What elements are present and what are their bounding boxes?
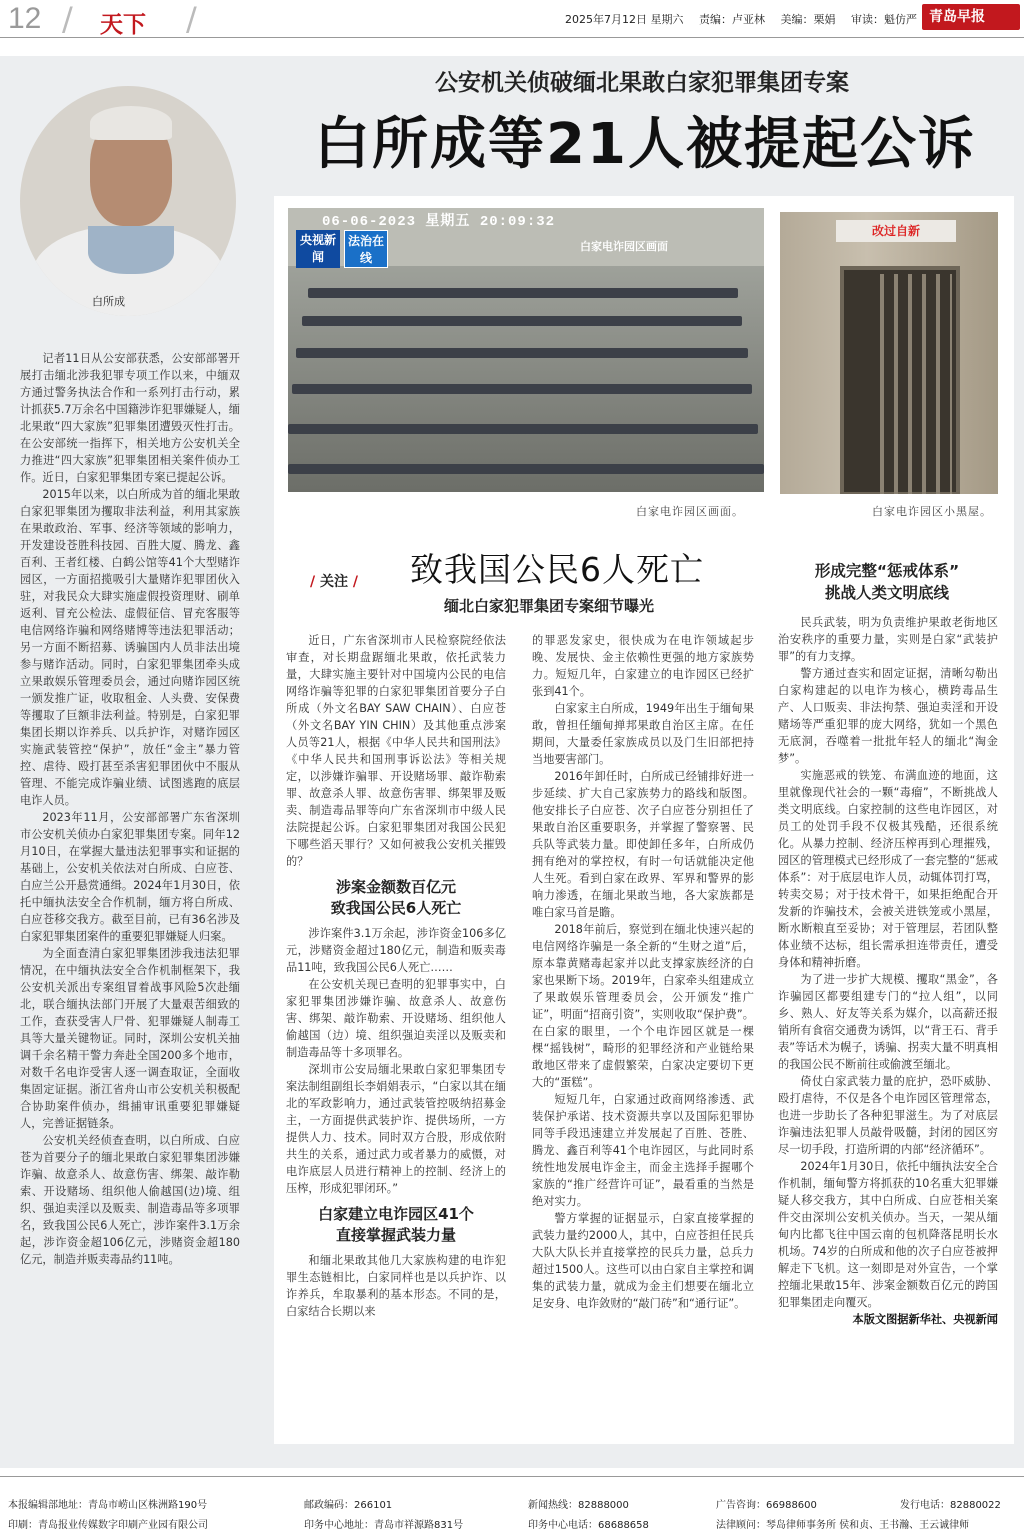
column-tag: / 关注 / xyxy=(310,574,358,590)
portrait-photo xyxy=(20,86,236,316)
footer-printer: 印刷：青岛报业传媒数字印刷产业园有限公司 xyxy=(8,1520,208,1531)
desk-row xyxy=(302,316,742,326)
column-4 xyxy=(778,614,998,1328)
paragraph: 警方通过查实和固定证据，清晰勾勒出白家构建起的以电诈为核心，横跨毒品生产、人口贩卖、非法拘禁、强迫卖淫和开设赌场等严重犯罪的庞大网络，犹如一个黑色无底洞，吞噬着一批批年轻人的缅北“淘金梦”。 xyxy=(778,667,998,765)
paragraph: 实施恶戒的铁笼、布满血迹的地面，这里就像现代社会的一颗“毒瘤”，不断挑战人类文明底线。白家控制的这些电诈园区，对员工的处罚手段不仅极其残酷，还很系统化。从暴力控制、经济压榨再到心理摧残，园区的管理模式已经形成了一套完整的“惩戒体系”：对于底层电诈人员，动辄体罚打骂，转卖交易；对于技术骨干，如果拒绝配合开发新的诈骗技术，会被关进铁笼或小黑屋，断水断粮直至妥协；对于管理层，若团队整体业绩不达标，组长需承担连带责任，遭受身体和精神折磨。 xyxy=(778,769,998,969)
divider: / xyxy=(62,0,73,38)
paragraph: 白家家主白所成，1949年出生于缅甸果敢，曾担任缅甸掸邦果敢自治区主席。在任期间，大量委任家族成员以及门生旧部把持当地要害部门。 xyxy=(532,702,754,766)
dark-room-photo xyxy=(780,212,998,494)
divider: / xyxy=(186,0,197,38)
fraud-park-photo xyxy=(288,208,764,492)
floor xyxy=(288,266,764,492)
subhead: 白家建立电诈园区41个 直接掌握武装力量 xyxy=(318,1205,474,1244)
right-section-head xyxy=(782,560,992,604)
paragraph: 2023年11月，公安部部署广东省深圳市公安机关侦办白家犯罪集团专案。同年12月10日，在掌握大量违法犯罪事实和证据的基础上，公安机关依法对白所成、白应苍、白应兰公开悬赏通缉。2024年1月30日，依托中缅执法安全合作机制，缅方将白所成、白应苍移交我方。截至目前，已有36名涉及白家犯罪集团案件的重要犯罪嫌疑人归案。 xyxy=(20,811,240,943)
footer-hotline: 新闻热线：82888000 xyxy=(528,1500,629,1511)
footer-legal: 法律顾问：琴岛律师事务所 侯和贞、王书瀚、王云诚律师 xyxy=(716,1520,970,1531)
paragraph: 警方掌握的证据显示，白家直接掌握的武装力量约2000人，其中，白应苍担任民兵大队大队长并直接掌控的民兵力量，总兵力超过1500人。这些可以由白家自主掌控和调集的武装力量，就成为金主们想要在缅北立足安身、电诈敛财的“敲门砖”和“通行证”。 xyxy=(532,1212,754,1310)
paragraph: 的罪恶发家史，很快成为在电诈领域起步晚、发展快、金主依赖性更强的地方家族势力。短短几年，白家建立的电诈园区已经扩张到41个。 xyxy=(532,634,754,698)
photo-credit: 本版文图据新华社、央视新闻 xyxy=(852,1313,998,1326)
desk-row xyxy=(288,464,764,474)
desk-row xyxy=(288,424,758,434)
column-2 xyxy=(286,632,506,1320)
cctv-timestamp: 06-06-2023 星期五 20:09:32 xyxy=(322,214,556,230)
portrait-caption: 白所成 xyxy=(92,295,125,308)
paragraph: 倚仗白家武装力量的庇护，恐吓威胁、殴打虐待，不仅是各个电诈园区管理常态，也进一步助长了各种犯罪滋生。为了对底层诈骗违法犯罪人员敲骨吸髓，封闭的园区穷尽一切手段，打造所谓的内部“经济循环”。 xyxy=(778,1075,998,1156)
footer-print-address: 印务中心地址：青岛市祥源路831号 xyxy=(304,1520,464,1531)
footer-zip: 邮政编码：266101 xyxy=(304,1500,393,1511)
newspaper-logo xyxy=(922,4,1020,30)
right-head-line: 形成完整“惩戒体系” xyxy=(814,562,960,580)
page-header xyxy=(0,0,1024,38)
editor: 责编：卢亚林 xyxy=(699,13,765,26)
paragraph: 近日，广东省深圳市人民检察院经依法审查，对长期盘踞缅北果敢，依托武装力量，大肆实施主要针对中国境内公民的电信网络诈骗等犯罪的白家犯罪集团首要分子白所成（外文名BAY SAW CHAIN）、白应苍（外文名BAY YIN CHIN）及其他重点涉案人员等21人，根据《中华人民共和国刑法》《中华人民共和国刑事诉讼法》等相关规定，以涉嫌诈骗罪、开设赌场罪、敲诈勒索罪、故意杀人罪、故意伤害罪、绑架罪及贩卖、制造毒品罪等向广东省深圳市中级人民法院提起公诉。白家犯罪集团对我国公民犯下哪些滔天罪行？又如何被我公安机关摧毁的？ xyxy=(286,634,506,868)
paragraph: 2018年前后，察觉到在缅北快速兴起的电信网络诈骗是一条全新的“生财之道”后，原本靠黄赌毒起家并以此支撑家族经济的白家也果断下场。2019年，白家牵头组建成立了果敢娱乐管理委员会，公开颁发“推广证”，明面“招商引资”，实则收取“保护费”。在白家的眼里，一个个电诈园区就是一棵棵“摇钱树”，畸形的犯罪经济和产业链给果敢地区带来了虚假繁荣，白家决定要切下更大的“蛋糕”。 xyxy=(532,923,754,1089)
paragraph: 2015年以来，以白所成为首的缅北果敢白家犯罪集团为攫取非法利益，利用其家族在果敢政治、军事、经济等领域的影响力，开发建设苍胜科技园、百胜大厦、腾龙、鑫百利、王者红楼、白鹤公馆等41个大型赌诈园区，一方面招揽吸引大量赌诈犯罪团伙入驻，对我民众大肆实施虚假投资理财、刷单返利、冒充公检法、虚假征信、冒充客服等电信网络诈骗和网络赌博等违法犯罪活动；另一方面不断招募、诱骗国内人员非法出境参与赌诈活动。同时，白家犯罪集团牵头成立果敢娱乐管理委员会，通过向赌诈园区统一颁发推广证，收取租金、人头费、安保费等攫取了巨额非法利益。特别是，白家犯罪集团长期以诈养兵、以兵护诈，对赌诈园区实施武装管控“保护”，放任“金主”暴力管控、虐待、殴打甚至杀害犯罪团伙中不服从管理、不能完成诈骗业绩、试图逃跑的底层电诈人员。 xyxy=(20,488,240,807)
section-name: 天下 xyxy=(100,12,146,38)
cctv-news-logo: 央视新闻 xyxy=(296,230,340,268)
photo2-caption: 白家电诈园区小黑屋。 xyxy=(872,505,992,518)
page-footer xyxy=(0,1476,1024,1531)
proofreader: 审读：魁仿严 xyxy=(851,13,917,26)
paragraph: 2024年1月30日，依托中缅执法安全合作机制，缅甸警方将抓获的10名重大犯罪嫌疑人移交我方，其中白所成、白应苍相关案件交由深圳公安机关侦办。当天，一架从缅甸内比都飞往中国云南的包机降落昆明长水机场。74岁的白所成和他的次子白应苍被押解走下飞机。这一刻即是对外宣告，一个掌控缅北果敢15年、涉案金额数百亿元的跨国犯罪集团走向覆灭。 xyxy=(778,1160,998,1309)
paragraph: 民兵武装，明为负责维护果敢老街地区治安秩序的重要力量，实则是白家“武装护罪”的有力支撑。 xyxy=(778,616,998,663)
headline: 白所成等21人被提起公诉 xyxy=(314,112,976,177)
subhead: 涉案金额数百亿元 致我国公民6人死亡 xyxy=(330,878,462,917)
photo1-caption: 白家电诈园区画面。 xyxy=(636,505,744,518)
logo-text: 青岛早报 xyxy=(929,9,985,25)
paragraph: 为了进一步扩大规模、攫取“黑金”，各诈骗园区都要组建专门的“拉人组”，以同乡、熟人、好友等关系为媒介，以高薪还报销所有食宿交通费为诱饵，以“背王石、背手表”等话术为幌子，诱骗、拐卖大量不明真相的我国公民不断前往或偷渡至缅北。 xyxy=(778,973,998,1071)
right-head-line: 挑战人类文明底线 xyxy=(824,584,949,602)
sub-headline: 致我国公民6人死亡 xyxy=(410,550,704,589)
column-tag-text: 关注 xyxy=(320,574,348,590)
paragraph: 公安机关经侦查查明，以白所成、白应苍为首要分子的缅北果敢白家犯罪集团涉嫌诈骗、故意杀人、故意伤害、绑架、敲诈勒索、开设赌场、组织他人偷越国(边)境、组织、强迫卖淫以及贩卖、制造毒品等多项罪名，致我国公民6人死亡，涉诈案件3.1万余起，涉诈资金超106亿元，涉赌资金超180亿元，制造并贩卖毒品约11吨。 xyxy=(20,1134,240,1266)
footer-distribution: 发行电话：82880022 xyxy=(900,1500,1001,1511)
desk-row xyxy=(308,288,738,298)
desk-row xyxy=(296,348,748,358)
paragraph: 为全面查清白家犯罪集团涉我违法犯罪情况，在中缅执法安全合作机制框架下，我公安机关派出专案组冒着战事风险5次赴缅北，联合缅执法部门开展了大量艰苦细致的工作，查获受害人尸骨、犯罪嫌疑人制毒工具等大量关键物证。同时，深圳公安机关抽调千余名精干警力奔赴全国200多个地市，对数千名电诈受害人逐一调查取证，全面收集固定证据。浙江省舟山市公安机关积极配合协助案件侦办，缉捕审讯重要犯罪嫌疑人，完善证据链条。 xyxy=(20,947,240,1130)
paragraph: 记者11日从公安部获悉，公安部部署开展打击缅北涉我犯罪专项工作以来，中缅双方通过警务执法合作和一系列打击行动，累计抓获5.7万余名中国籍涉诈犯罪嫌疑人，缅北果敢“四大家族”犯罪集团遭毁灭性打击。在公安部统一指挥下，相关地方公安机关全力推进“四大家族”犯罪集团相关案件侦办工作。近日，白家犯罪集团专案已提起公诉。 xyxy=(20,352,240,484)
left-column xyxy=(20,350,240,1268)
paragraph: 涉诈案件3.1万余起，涉诈资金106多亿元，涉赌资金超过180亿元，制造和贩卖毒品11吨，致我国公民6人死亡…… xyxy=(286,927,506,974)
paragraph: 深圳市公安局缅北果敢白家犯罪集团专案法制组副组长李娟娟表示，“白家以其在缅北的军政影响力，通过武装管控吸纳招募金主，一方面提供武装护诈、提供场所，一方提供人力、技术。同时双方合股，形成依附共生的关系，通过武力或者暴力的威慑，对电诈底层人员进行精神上的控制、经济上的压榨，形成犯罪闭环。” xyxy=(286,1063,506,1195)
paragraph: 2016年卸任时，白所成已经铺排好进一步延续、扩大自己家族势力的路线和版图。他安排长子白应苍、次子白应苍分别担任了果敢自治区重要职务，并掌握了警察署、民兵队等武装力量。即使卸任多年，白所成仍拥有绝对的掌控权，有时一句话就能决定他人生死。看到白家在政界、军界和警界的影响力渗透，在缅北果敢当地，各大家族都是唯白家马首是瞻。 xyxy=(532,770,754,919)
page-number: 12 xyxy=(8,2,42,35)
fazhi-zaixian-logo: 法治在线 xyxy=(344,230,388,268)
art-editor: 美编：栗娟 xyxy=(780,13,836,26)
column-3 xyxy=(532,632,754,1312)
desk-row xyxy=(292,384,752,394)
paragraph: 短短几年，白家通过政商网络渗透、武装保护承诺、技术资源共享以及国际犯罪协同等手段迅速建立并发展起了百胜、苍胜、腾龙、鑫百利等41个电诈园区，与此同时系统性地发展电诈金主，而金主选择手握哪个家族的“推广经营许可证”，最看重的当然是绝对实力。 xyxy=(532,1093,754,1208)
wall-sign: 改过自新 xyxy=(836,220,956,242)
issue-date: 2025年7月12日 星期六 xyxy=(565,13,684,26)
photo-overlay-tag: 白家电诈园区画面 xyxy=(580,240,668,253)
issue-info xyxy=(565,11,929,27)
hair-shape xyxy=(90,106,172,140)
collar-shape xyxy=(88,226,174,274)
footer-address: 本报编辑部地址：青岛市崂山区株洲路190号 xyxy=(8,1500,208,1511)
sub-headline-deck: 缅北白家犯罪集团专案细节曝光 xyxy=(444,597,655,615)
footer-ad: 广告咨询：66988600 xyxy=(716,1500,817,1511)
iron-bars xyxy=(880,274,952,494)
paragraph: 在公安机关现已查明的犯罪事实中，白家犯罪集团涉嫌诈骗、故意杀人、故意伤害、绑架、敲诈勒索、开设赌场、组织他人偷越国（边）境、组织强迫卖淫以及贩卖和制造毒品等十多项罪名。 xyxy=(286,978,506,1059)
paragraph: 和缅北果敢其他几大家族构建的电诈犯罪生态链相比，白家同样也是以兵护诈、以诈养兵，牟取暴利的基本形态。不同的是，白家结合长期以来 xyxy=(286,1254,506,1318)
kicker-title: 公安机关侦破缅北果敢白家犯罪集团专案 xyxy=(435,70,849,96)
footer-rule xyxy=(0,1476,1024,1477)
footer-print-tel: 印务中心电话：68688658 xyxy=(528,1520,649,1531)
